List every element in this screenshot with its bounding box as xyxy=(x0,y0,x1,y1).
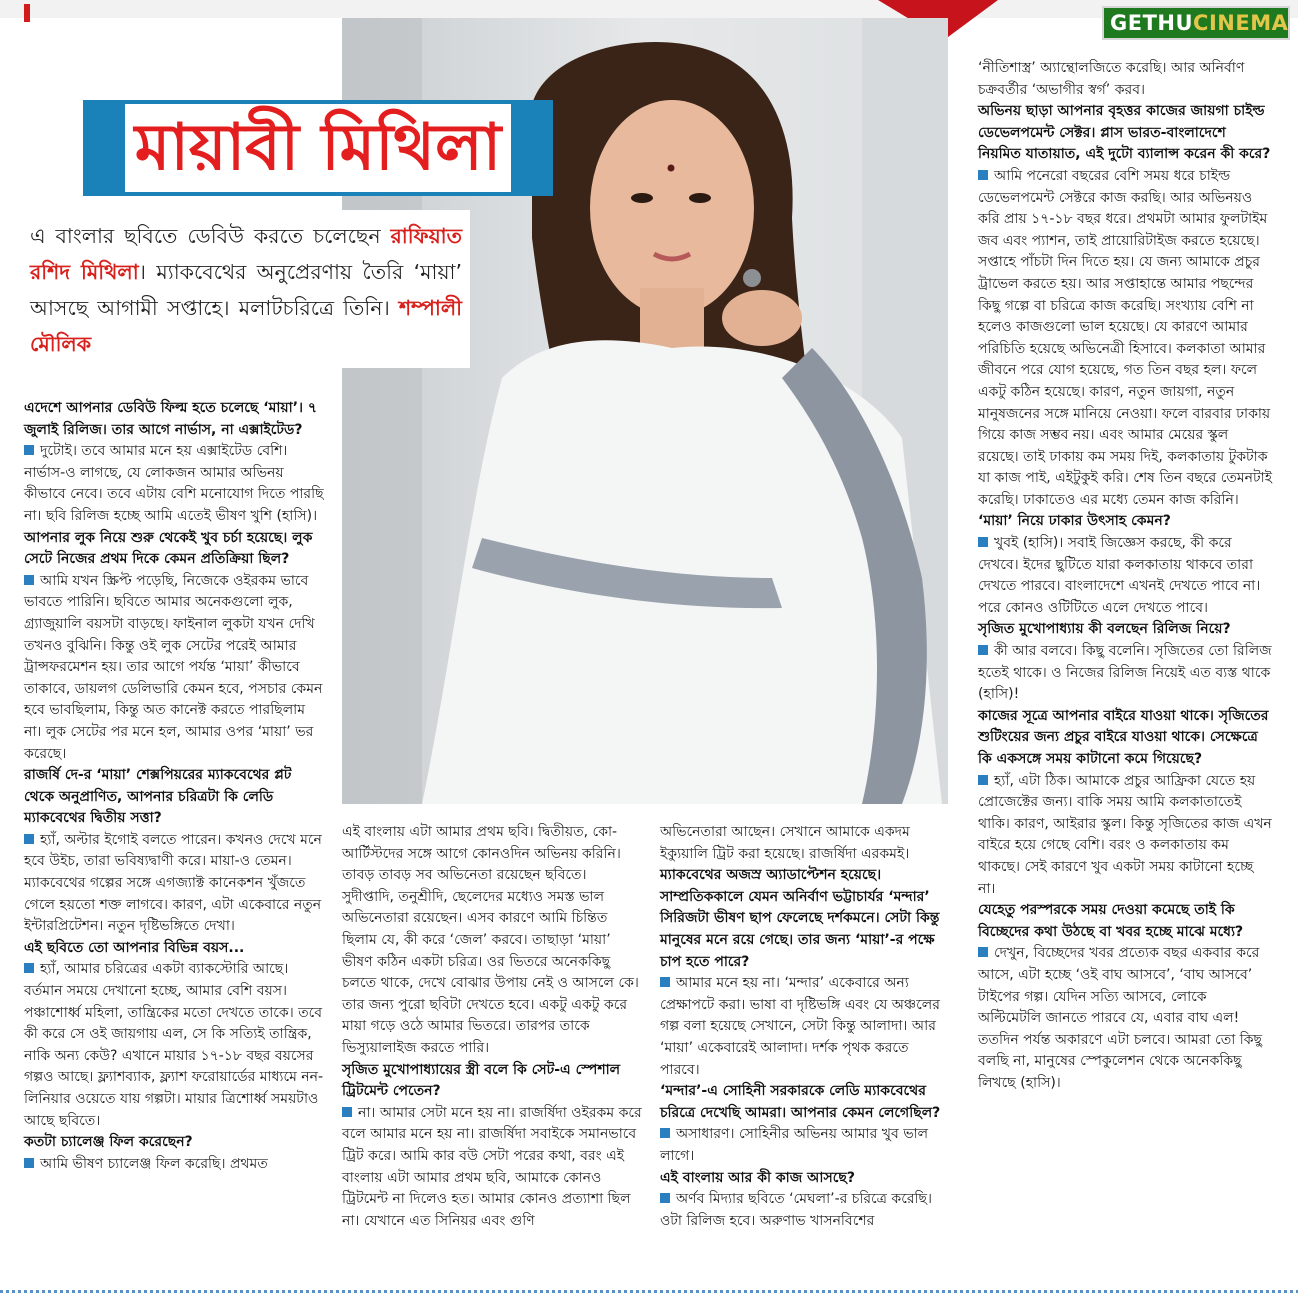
paragraph-text: এই বাংলায় এটা আমার প্রথম ছবি। দ্বিতীয়ত, কো-আর্টিস্টদের সঙ্গে আগে কোনওদিন অভিনয় করিনি। তাবড় তাবড় সব অভিনেতা রয়েছেন ছবিতে। সুদীপ্তাদি, তনুশ্রীদি, ছেলেদের মধ্যেও সমস্ত ভাল অভিনেতারা রয়েছেন। এসব কারণে আমি চিন্তিত ছিলাম যে, কী করে ‘জেল’ করবে। তাছাড়া ‘মায়া’ ভীষণ কঠিন একটা চরিত্র। ওর ভিতরে অনেককিছু চলতে থাকে, দেখে বোঝার উপায় নেই ও আসলে কে। তার জন্য পুরো ছবিটা দেখতে হবে। একটু একটু করে মায়া গড়ে ওঠে আমার ভিতরে। তারপর তাকে ভিস্যুয়ালাইজ করতে পারি। xyxy=(342,824,639,1056)
question-text: ‘মায়া’ নিয়ে ঢাকার উৎসাহ কেমন? xyxy=(978,513,1171,530)
question xyxy=(24,938,324,960)
question xyxy=(24,765,324,830)
answer-marker-icon xyxy=(24,1158,34,1168)
question xyxy=(24,1132,324,1154)
paragraph xyxy=(342,822,642,1060)
answer xyxy=(978,166,1273,512)
answer xyxy=(978,533,1273,619)
text-column-3 xyxy=(660,822,945,1232)
answer-marker-icon xyxy=(978,170,988,180)
answer xyxy=(24,830,324,938)
headline-banner xyxy=(83,100,553,196)
bottom-dotted-rule xyxy=(0,1290,1298,1293)
answer-marker-icon xyxy=(978,775,988,785)
answer-marker-icon xyxy=(660,1193,670,1203)
question-text: অভিনয় ছাড়া আপনার বৃহত্তর কাজের জায়গা চাইল্ড ডেভেলপমেন্ট সেক্টর। প্লাস ভারত-বাংলাদেশে নিয়মিত যাতায়াত, এই দুটো ব্যালান্স করেন কী করে? xyxy=(978,103,1271,163)
question-text: এই ছবিতে তো আপনার বিভিন্ন বয়স... xyxy=(24,939,245,956)
answer-marker-icon xyxy=(660,977,670,987)
answer-text: না। আমার সেটা মনে হয় না। রাজর্ষিদা ওইরকম করে বলে আমার মনে হয় না। রাজর্ষিদা সবাইকে সমানভাবে ট্রিট করে। আমি কার বউ সেটা পরের কথা, বরং এই বাংলায় এটা আমার প্রথম ছবি, আমাকে কোনও ট্রিটমেন্ট না দিলেও হত। আমার কোনও প্রত্যাশা ছিল না। যেখানে এত সিনিয়র এবং গুণি xyxy=(342,1104,642,1229)
answer-text: দুটোই। তবে আমার মনে হয় এক্সাইটেড বেশি। নার্ভাস-ও লাগছে, যে লোকজন আমার অভিনয় কীভাবে নেবে। তবে এটায় বেশি মনোযোগ দিতে পারছি না। ছবি রিলিজ হচ্ছে আমি এতেই ভীষণ খুশি (হাসি)। xyxy=(24,443,324,524)
intro-name: রাফিয়াত রশিদ মিথিলা xyxy=(30,224,462,284)
answer-marker-icon xyxy=(24,834,34,844)
question-text: ‘মন্দার’-এ সোহিনী সরকারকে লেডি ম্যাকবেথের চরিত্রে দেখেছি আমরা। আপনার কেমন লেগেছিল? xyxy=(660,1083,941,1121)
question xyxy=(978,511,1273,533)
answer xyxy=(24,1154,324,1176)
question-text: সৃজিত মুখোপাধ্যায়ের স্ত্রী বলে কি সেট-এ স্পেশাল ট্রিটমেন্ট পেতেন? xyxy=(342,1061,621,1100)
answer xyxy=(660,1124,945,1167)
answer xyxy=(978,641,1273,706)
answer-text: দেখুন, বিচ্ছেদের খবর প্রত্যেক বছর একবার করে আসে, এটা হচ্ছে ‘ওই বাঘ আসবে’, ‘বাঘ আসবে’ টাইপের গল্প। যেদিন সত্যি আসবে, লোকে অল্টিমেটলি জানতে পারবে যে, এবার বাঘ এল! ততদিন পর্যন্ত অকারণে এটা চলবে। আমরা তো কিছু বলছি না, মানুষের স্পেকুলেশন থেকে অনেককিছু লিখছে (হাসি)। xyxy=(978,945,1263,1091)
question xyxy=(978,706,1273,771)
text-column-2 xyxy=(342,822,642,1232)
answer xyxy=(660,973,945,1081)
answer-marker-icon xyxy=(660,1128,670,1138)
question xyxy=(660,1081,945,1124)
answer-marker-icon xyxy=(342,1107,352,1117)
text-column-1 xyxy=(24,398,324,1175)
question-text: সৃজিত মুখোপাধ্যায় কী বলছেন রিলিজ নিয়ে? xyxy=(978,621,1231,638)
answer-text: আমি পনেরো বছরের বেশি সময় ধরে চাইল্ড ডেভেলপমেন্ট সেক্টরে কাজ করছি। আর অভিনয়ও করি প্রায় ১৭-১৮ বছর ধরে। প্রথমটা আমার ফুলটাইম জব এবং প্যাশন, তাই প্রায়োরিটাইজ করতে হয়েছে। সপ্তাহে পাঁচটা দিন দিতে হয়। যে জন্য আমাকে প্রচুর ট্রাভেল করতে হয়। আর সপ্তাহান্তে আমার পছন্দের কিছু গল্পে বা চরিত্রে কাজ করেছি। সংখ্যায় বেশি না হলেও কাজগুলো ভাল হয়েছে। যে কারণে আমার পরিচিতি হয়েছে অভিনেত্রী হিসাবে। কলকাতা আমার জীবনে পরে যোগ হয়েছে, গত তিন বছর হল। ফলে একটু কঠিন হয়েছে। কারণ, নতুন জায়গা, নতুন মানুষজনের সঙ্গে মানিয়ে নেওয়া। ফলে বারবার ঢাকায় গিয়ে কাজ সম্ভব নয়। এবং আমার মেয়ের স্কুল রয়েছে। তাই ঢাকায় কম সময় দিই, কলকাতায় টুকটাক যা কাজ পাই, এইটুকুই করি। শেষ তিন বছরে তেমনটাই করেছি। ঢাকাতেও এর মধ্যে তেমন কাজ করিনি। xyxy=(978,167,1272,508)
answer-text: অসাধারণ। সোহিনীর অভিনয় আমার খুব ভাল লাগে। xyxy=(660,1126,929,1164)
intro-blurb xyxy=(22,210,470,368)
answer xyxy=(660,1189,945,1232)
answer xyxy=(978,943,1273,1094)
question-text: যেহেতু পরস্পরকে সময় দেওয়া কমেছে তাই কি বিচ্ছেদের কথা উঠছে বা খবর হচ্ছে মাঝে মধ্যে? xyxy=(978,902,1244,940)
answer-text: হ্যাঁ, অল্টার ইগোই বলতে পারেন। কখনও দেখে মনে হবে উইচ, তারা ভবিষ্যদ্বাণী করে। মায়া-ও তেমন। ম্যাকবেথের গল্পের সঙ্গে এগজ্যাক্ট কানেকশন খুঁজতে গেলে হয়তো শক্ত লাগবে। কারণ, এটা একেবারে নতুন ইন্টারপ্রিটেশন। নতুন দৃষ্টিভঙ্গিতে দেখা। xyxy=(24,831,322,935)
question-text: এদেশে আপনার ডেবিউ ফিল্ম হতে চলেছে ‘মায়া’। ৭ জুলাই রিলিজ। তার আগে নার্ভাস, না এক্সাইটেড? xyxy=(24,400,318,438)
answer-text: হ্যাঁ, এটা ঠিক। আমাকে প্রচুর আফ্রিকা যেতে হয় প্রোজেক্টের জন্য। বাকি সময় আমি কলকাতাতেই থাকি। কারণ, আইরার স্কুল। কিন্তু সৃজিতের কাজ এখন বাইরে হয়ে গেছে বেশি। বরং ও কলকাতায় কম থাকছে। সেই কারণে খুব একটা সময় কাটানো হচ্ছে না। xyxy=(978,772,1272,897)
answer-text: আমার মনে হয় না। ‘মন্দার’ একেবারে অন্য প্রেক্ষাপটে করা। ভাষা বা দৃষ্টিভঙ্গি এবং যে অঞ্চলের গল্প বলা হয়েছে সেখানে, সেটা কিন্তু আলাদা। আর ‘মায়া’ একেবারেই আলাদা। দর্শক পৃথক করতে পারবে। xyxy=(660,975,940,1078)
brand-watermark xyxy=(1102,6,1290,40)
question xyxy=(660,1168,945,1190)
answer xyxy=(24,441,324,527)
question-text: ম্যাকবেথের অজস্র অ্যাডাপ্টেশন হয়েছে। সাম্প্রতিককালে যেমন অনির্বাণ ভট্টাচার্যর ‘মন্দার’ সিরিজটা ভীষণ ছাপ ফেলেছে দর্শকমনে। সেটা কিন্তু মানুষের মনে রয়ে গেছে। তার জন্য ‘মায়া’-র পক্ষে চাপ হতে পারে? xyxy=(660,867,940,970)
paragraph xyxy=(978,58,1273,101)
answer-marker-icon xyxy=(24,575,34,585)
question-text: কতটা চ্যালেঞ্জ ফিল করেছেন? xyxy=(24,1134,193,1151)
answer-marker-icon xyxy=(24,963,34,973)
answer xyxy=(978,771,1273,901)
red-marker xyxy=(24,4,30,22)
intro-text-2: । ম্যাকবেথের অনুপ্রেরণায় তৈরি ‘মায়া’ আসছে আগামী সপ্তাহে। মলাটচরিত্রে তিনি। xyxy=(30,260,462,320)
answer-text: খুবই (হাসি)। সবাই জিজ্ঞেস করছে, কী করে দেখবে। ইদের ছুটিতে যারা কলকাতায় থাকবে তারা দেখতে পারবে। বাংলাদেশে এখনই দেখতে পাবে না। পরে কোনও ওটিটিতে এলে দেখতে পাবে। xyxy=(978,535,1261,616)
answer-text: কী আর বলবে। কিছু বলেনি। সৃজিতের তো রিলিজ হতেই থাকে। ও নিজের রিলিজ নিয়েই এত ব্যস্ত থাকে (হাসি)! xyxy=(978,643,1272,703)
question xyxy=(978,900,1273,943)
paragraph-text: ‘নীতিশাস্ত্র’ অ্যান্থোলজিতে করেছি। আর অনির্বাণ চক্রবর্তীর ‘অভাগীর স্বর্গ’ করব। xyxy=(978,60,1245,98)
question-text: কাজের সূত্রে আপনার বাইরে যাওয়া থাকে। সৃজিতের শুটিংয়ের জন্য প্রচুর বাইরে যাওয়া থাকে। সেক্ষেত্রে কি একসঙ্গে সময় কাটানো কমে গিয়েছে? xyxy=(978,707,1269,767)
brand-part1: GETHU xyxy=(1110,10,1194,35)
question xyxy=(24,528,324,571)
answer-text: আমি যখন স্ক্রিপ্ট পড়েছি, নিজেকে ওইরকম ভাবে ভাবতে পারিনি। ছবিতে আমার অনেকগুলো লুক, গ্র্যাজুয়ালি বয়সটা বাড়ছে। ফাইনাল লুকটা যখন দেখি তখনও বুঝিনি। কিন্তু ওই লুক সেটের পরেই আমার ট্রান্সফরমেশন হয়। তার আগে পর্যন্ত ‘মায়া’ কীভাবে তাকাবে, ডায়লগ ডেলিভারি কেমন হবে, পসচার কেমন হবে ভাবছিলাম, কিন্তু অত কানেক্ট করতে পারছিলাম না। লুক সেটের পর মনে হল, আমার ওপর ‘মায়া’ ভর করেছে। xyxy=(24,572,323,762)
brand-part2: CINEMA xyxy=(1193,10,1289,35)
question-text: আপনার লুক নিয়ে শুরু থেকেই খুব চর্চা হয়েছে। লুক সেটে নিজের প্রথম দিকে কেমন প্রতিক্রিয়া ছিল? xyxy=(24,529,313,568)
intro-byline: শম্পালী মৌলিক xyxy=(30,296,462,356)
intro-text-1: এ বাংলার ছবিতে ডেবিউ করতে চলেছেন xyxy=(30,224,381,248)
answer xyxy=(24,571,324,765)
question xyxy=(978,101,1273,166)
question xyxy=(978,619,1273,641)
headline: মায়াবী মিথিলা xyxy=(125,104,511,192)
answer-marker-icon xyxy=(24,445,34,455)
answer-text: আমি ভীষণ চ্যালেঞ্জ ফিল করেছি। প্রথমত xyxy=(40,1155,268,1172)
answer-marker-icon xyxy=(978,947,988,957)
text-column-4 xyxy=(978,58,1273,1095)
question-text: রাজর্ষি দে-র ‘মায়া’ শেক্সপিয়রের ম্যাকবেথের প্লট থেকে অনুপ্রাণিত, আপনার চরিত্রটা কি লেডি ম্যাকবেথের দ্বিতীয় সত্তা? xyxy=(24,767,292,827)
question xyxy=(342,1060,642,1103)
paragraph xyxy=(660,822,945,865)
answer-marker-icon xyxy=(978,537,988,547)
answer-text: হ্যাঁ, আমার চরিত্রের একটা ব্যাকস্টোরি আছে। বর্তমান সময়ে দেখানো হচ্ছে, আমার বেশি বয়স। পঞ্চাশোর্ধ্ব মহিলা, তান্ত্রিকের মতো দেখতে তাকে। তবে কী করে সে ওই জায়গায় এল, সে কি সত্যিই তান্ত্রিক, নাকি অন্য কেউ? এখানে মায়ার ১৭-১৮ বছর বয়সের গল্পও আছে। ফ্ল্যাশব্যাক, ফ্ল্যাশ ফরোয়ার্ডের মাধ্যমে নন-লিনিয়ার ওয়েতে যায় গল্পটা। মায়ার ত্রিশোর্ধ্ব সময়টাও আছে ছবিতে। xyxy=(24,961,324,1129)
answer xyxy=(342,1103,642,1233)
question xyxy=(660,865,945,973)
paragraph-text: অভিনেতারা আছেন। সেখানে আমাকে একদম ইক্যুয়ালি ট্রিট করা হয়েছে। রাজর্ষিদা এরকমই। xyxy=(660,824,910,862)
answer xyxy=(24,959,324,1132)
answer-text: অর্ণব মিদ্যার ছবিতে ‘মেঘলা’-র চরিত্রে করেছি। ওটা রিলিজ হবে। অরুণাভ খাসনবিশের xyxy=(660,1191,933,1229)
answer-marker-icon xyxy=(978,645,988,655)
question xyxy=(24,398,324,441)
question-text: এই বাংলায় আর কী কাজ আসছে? xyxy=(660,1169,855,1186)
